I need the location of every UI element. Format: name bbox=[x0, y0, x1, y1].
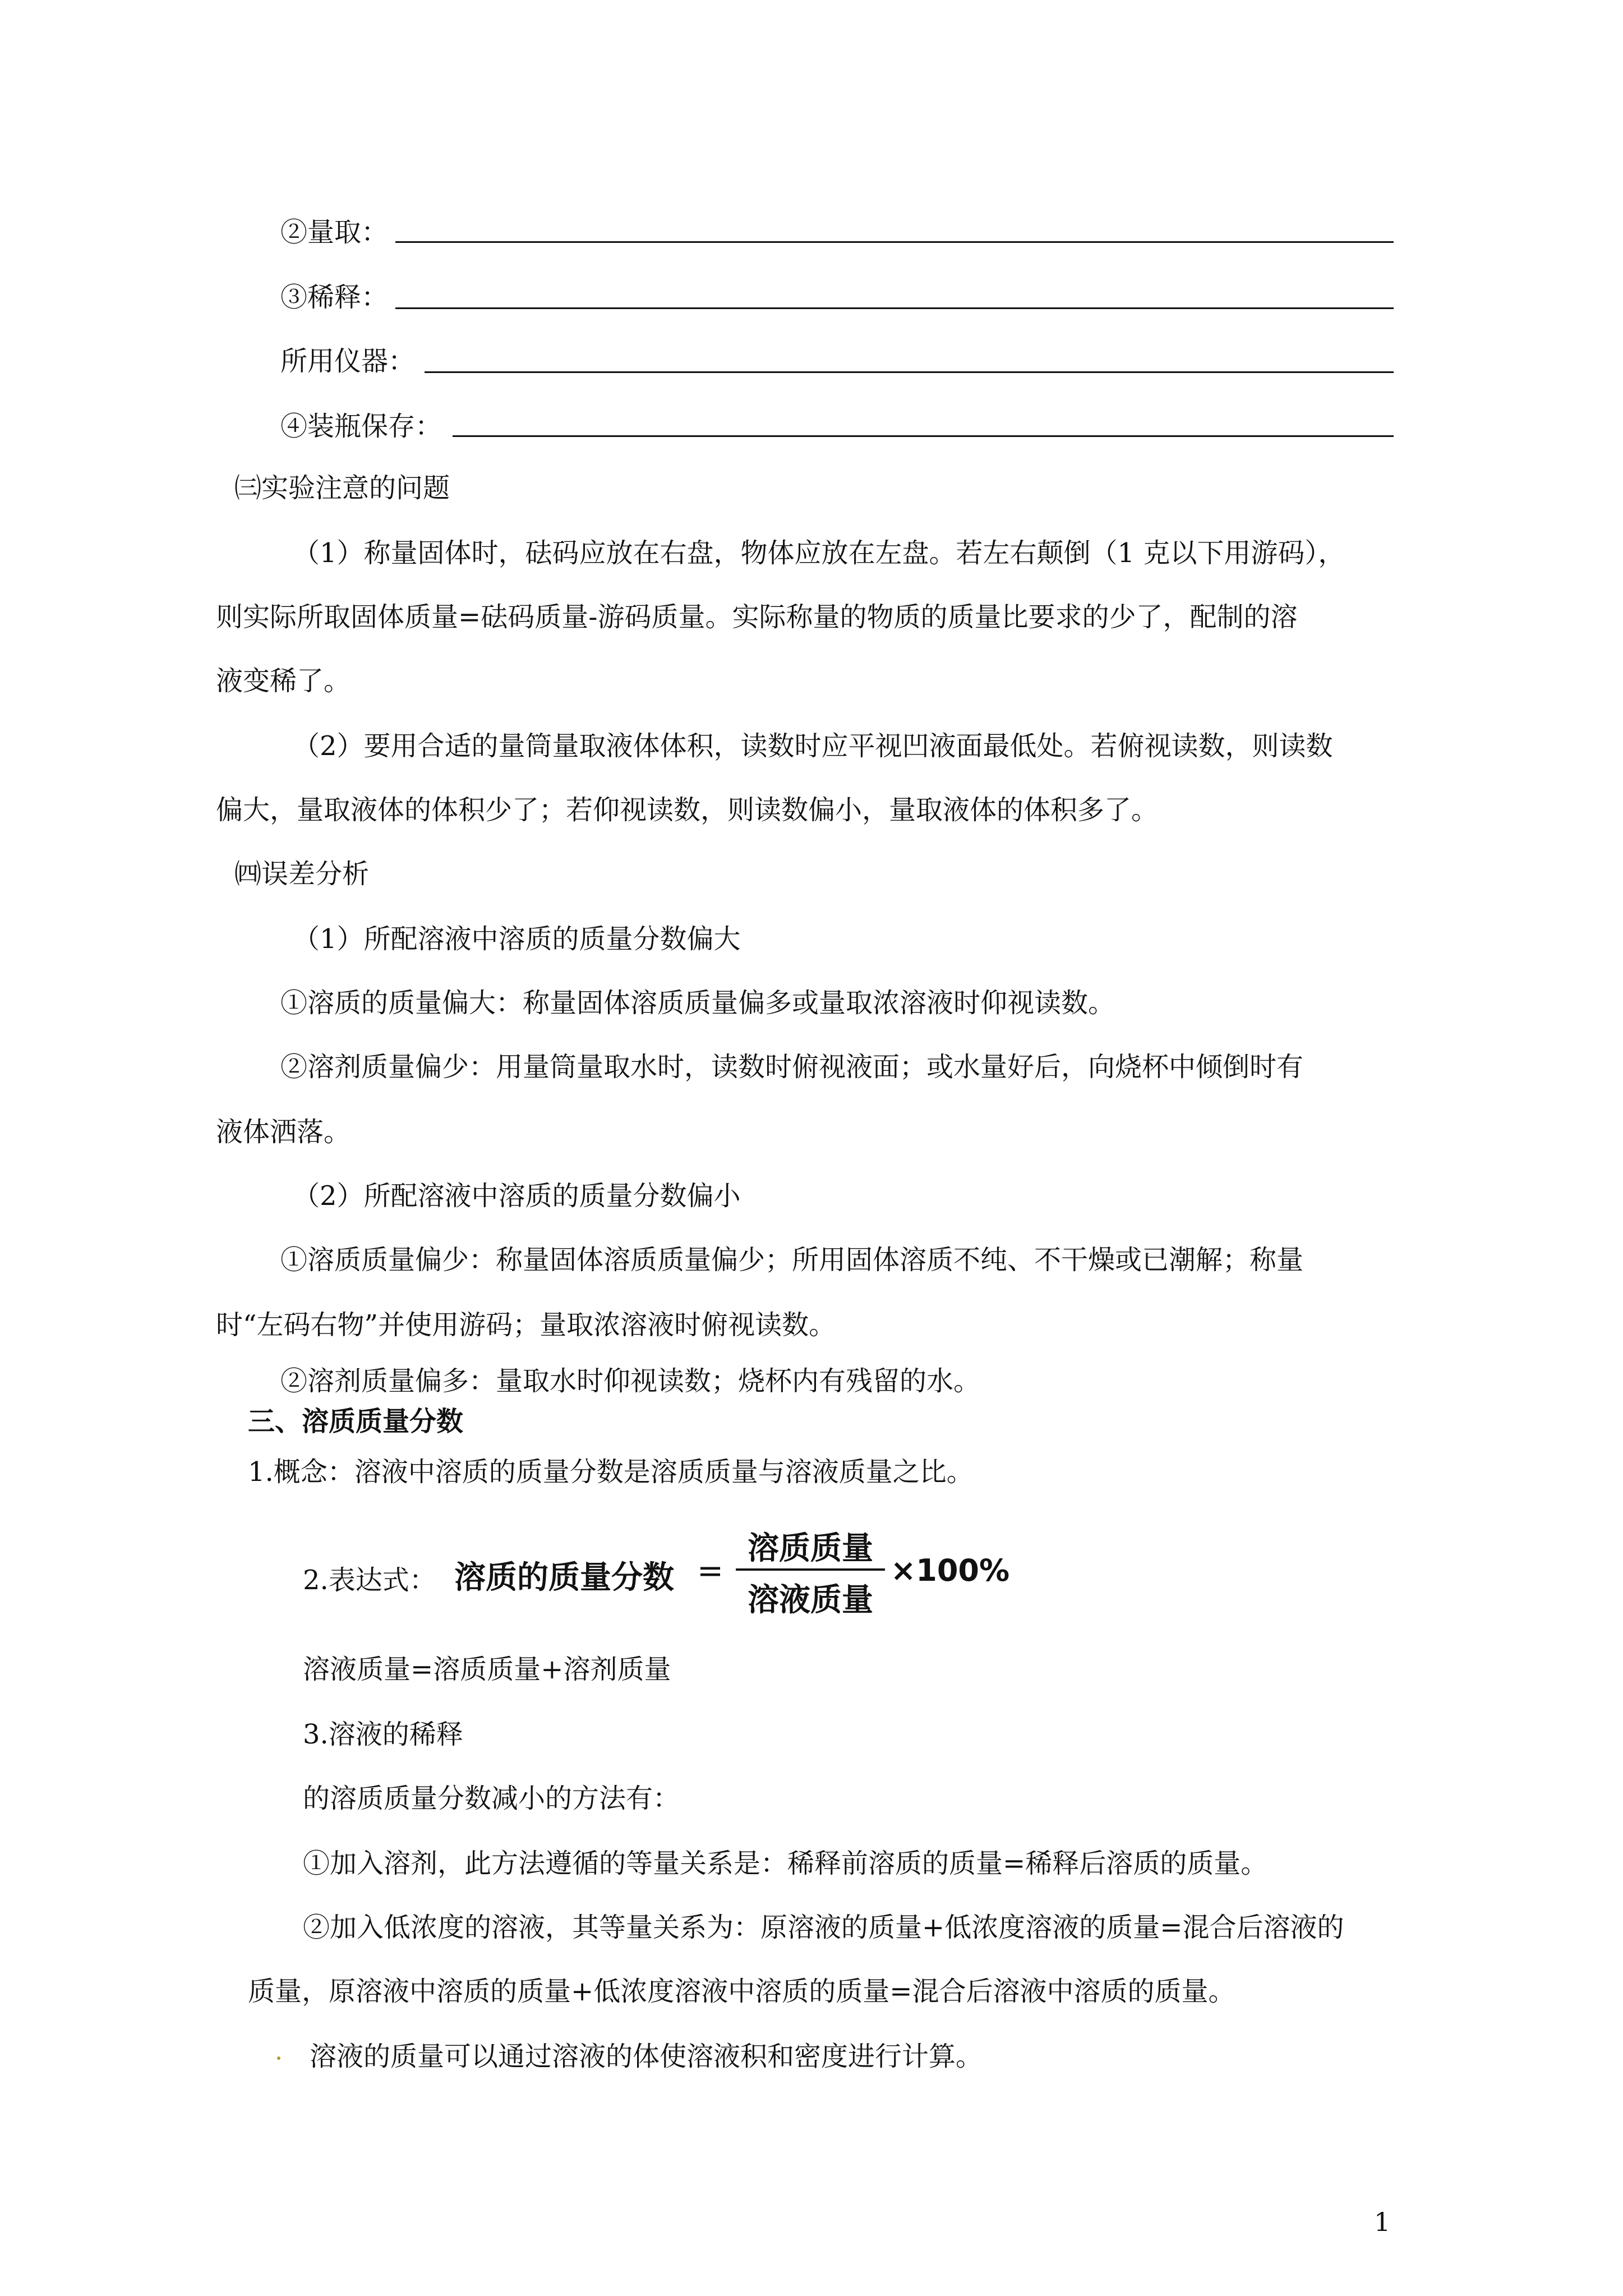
instruments-label: 所用仪器： bbox=[280, 346, 416, 377]
solution-mass-relation: 溶液质量=溶质质量+溶剂质量 bbox=[303, 1654, 671, 1685]
bottle-label: ④装瓶保存： bbox=[280, 411, 442, 442]
measure-label: ②量取： bbox=[280, 217, 389, 248]
note-2-line-2: 偏大，量取液体的体积少了；若仰视读数，则读数偏小，量取液体的体积多了。 bbox=[216, 794, 1159, 826]
error-case-1-item-b-line-1: ②溶剂质量偏少：用量筒量取水时，读数时俯视液面；或水量好后，向烧杯中倾倒时有 bbox=[280, 1051, 1304, 1083]
page-number: 1 bbox=[1374, 2207, 1391, 2237]
bottle-blank-line[interactable] bbox=[453, 435, 1394, 437]
error-case-2-title: （2）所配溶液中溶质的质量分数偏小 bbox=[293, 1180, 741, 1212]
note-1-line-3: 液变稀了。 bbox=[216, 665, 351, 697]
concept-text: 1.概念：溶液中溶质的质量分数是溶质质量与溶液质量之比。 bbox=[248, 1456, 974, 1488]
formula-label: 2.表达式： bbox=[303, 1565, 436, 1596]
dilute-label: ③稀释： bbox=[280, 282, 389, 313]
error-case-1-item-a: ①溶质的质量偏大：称量固体溶质质量偏多或量取浓溶液时仰视读数。 bbox=[280, 987, 1115, 1019]
error-case-2-item-a-line-1: ①溶质质量偏少：称量固体溶质质量偏少；所用固体溶质不纯、不干燥或已潮解；称量 bbox=[280, 1244, 1304, 1276]
note-1-line-2: 则实际所取固体质量=砝码质量-游码质量。实际称量的物质的质量比要求的少了，配制的溶 bbox=[216, 601, 1298, 633]
dilution-method-2-line-2: 质量，原溶液中溶质的质量+低浓度溶液中溶质的质量=混合后溶液中溶质的质量。 bbox=[248, 1976, 1235, 2007]
dilution-method-2-line-1: ②加入低浓度的溶液，其等量关系为：原溶液的质量+低浓度溶液的质量=混合后溶液的 bbox=[303, 1912, 1344, 1943]
bullet-dot bbox=[277, 2056, 280, 2060]
dilution-methods-intro: 的溶质质量分数减小的方法有： bbox=[303, 1783, 680, 1814]
section-heading-notes: ㈢实验注意的问题 bbox=[234, 472, 450, 504]
part-heading-mass-fraction: 三、溶质质量分数 bbox=[248, 1406, 464, 1437]
note-2-line-1: （2）要用合适的量筒量取液体体积，读数时应平视凹液面最低处。若俯视读数，则读数 bbox=[293, 730, 1333, 762]
dilution-title: 3.溶液的稀释 bbox=[303, 1719, 463, 1750]
density-note: 溶液的质量可以通过溶液的体使溶液积和密度进行计算。 bbox=[310, 2041, 983, 2072]
error-case-2-item-b: ②溶剂质量偏多：量取水时仰视读数；烧杯内有残留的水。 bbox=[280, 1365, 981, 1397]
error-case-1-item-b-line-2: 液体洒落。 bbox=[216, 1116, 351, 1148]
formula-numerator: 溶质质量 bbox=[748, 1530, 873, 1567]
formula-percent-factor: ×100% bbox=[891, 1553, 1010, 1588]
dilution-method-1: ①加入溶剂，此方法遵循的等量关系是：稀释前溶质的质量=稀释后溶质的质量。 bbox=[303, 1848, 1268, 1879]
instruments-blank-line[interactable] bbox=[425, 371, 1394, 373]
section-heading-error: ㈣误差分析 bbox=[234, 858, 370, 890]
error-case-2-item-a-line-2: 时“左码右物”并使用游码；量取浓溶液时俯视读数。 bbox=[216, 1309, 836, 1341]
formula-equals-sign: = bbox=[697, 1553, 723, 1589]
formula-denominator: 溶液质量 bbox=[748, 1582, 873, 1618]
formula-lhs: 溶质的质量分数 bbox=[454, 1559, 674, 1596]
error-case-1-title: （1）所配溶液中溶质的质量分数偏大 bbox=[293, 923, 741, 955]
measure-blank-line[interactable] bbox=[395, 241, 1394, 243]
fraction-bar bbox=[736, 1568, 885, 1571]
dilute-blank-line[interactable] bbox=[395, 307, 1394, 309]
note-1-line-1: （1）称量固体时，砝码应放在右盘，物体应放在左盘。若左右颠倒（1 克以下用游码）， bbox=[293, 537, 1345, 569]
